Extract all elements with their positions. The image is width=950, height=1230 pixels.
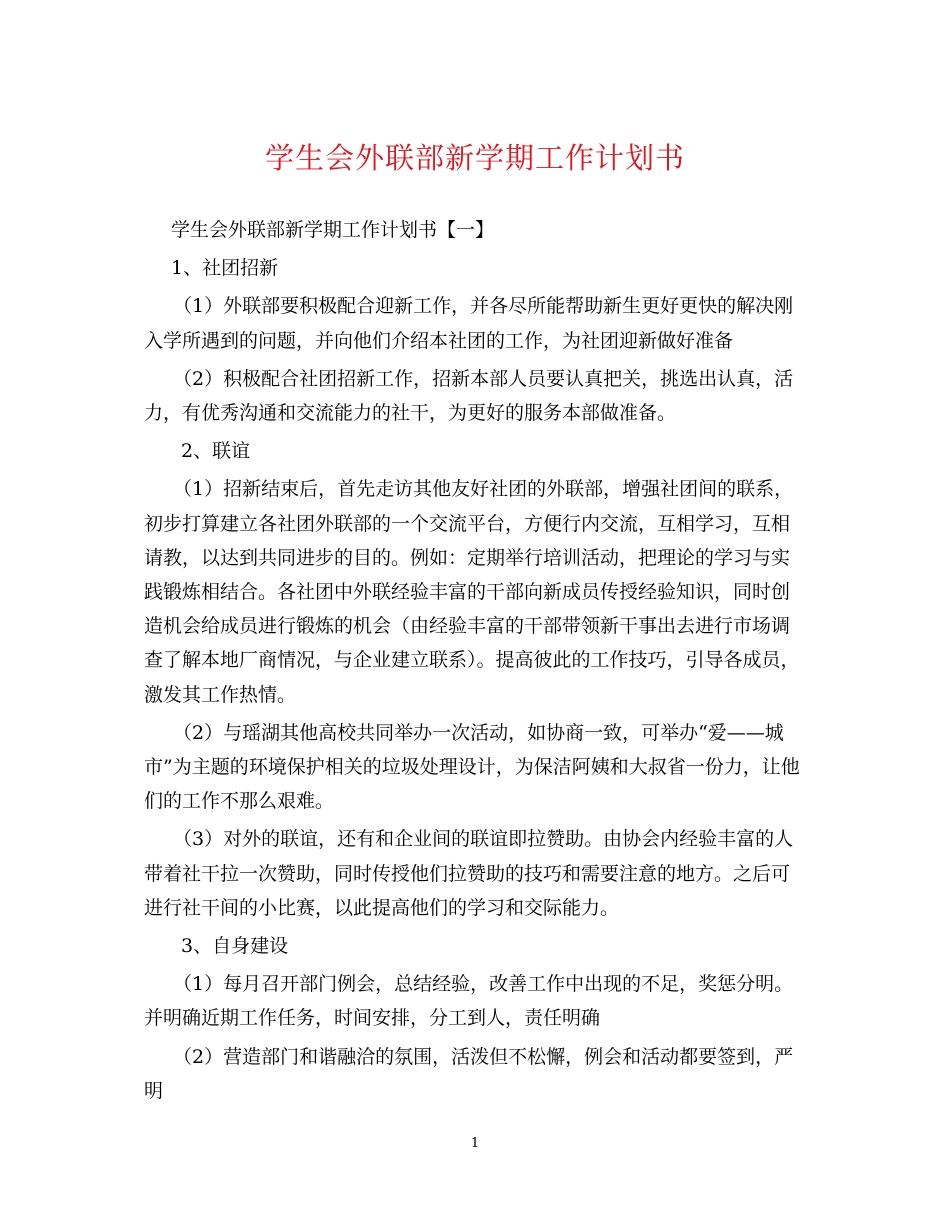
- paragraph: （2）与瑶湖其他高校共同举办一次活动，如协商一致，可举办“爱——城市”为主题的环境保护相关的垃圾处理设计，为保洁阿姨和大叔省一份力，让他们的工作不那么艰难。: [144, 721, 800, 813]
- page-number: 1: [470, 1136, 480, 1151]
- document-body: [144, 213, 808, 1108]
- paragraph: （3）对外的联谊，还有和企业间的联谊即拉赞助。由协会内经验丰富的人带着社干拉一次赞助，同时传授他们拉赞助的技巧和需要注意的地方。之后可进行社干间的小比赛，以此提高他们的学习和交际能力。: [144, 828, 794, 919]
- paragraph: （2）营造部门和谐融洽的氛围，活泼但不松懈，例会和活动都要签到，严明: [144, 1045, 794, 1102]
- document-title: 学生会外联部新学期工作计划书: [264, 141, 685, 175]
- section-heading: 学生会外联部新学期工作计划书【一】: [171, 219, 495, 241]
- section-heading: 3、自身建设: [181, 935, 289, 958]
- paragraph: （1）招新结束后，首先走访其他友好社团的外联部，增强社团间的联系，初步打算建立各社团外联部的一个交流平台，方便行内交流，互相学习，互相请教，以达到共同进步的目的。例如：定期举行培训活动，把理论的学习与实践锻炼相结合。各社团中外联经验丰富的干部向新成员传授经验知识，同时创造机会给成员进行锻炼的机会（由经验丰富的干部带领新干事出去进行市场调查了解本地厂商情况，与企业建立联系）。提高彼此的工作技巧，引导各成员，激发其工作热情。: [144, 478, 800, 706]
- paragraph: （1）外联部要积极配合迎新工作，并各尽所能帮助新生更好更快的解决刚入学所遇到的问题，并向他们介绍本社团的工作，为社团迎新做好准备: [144, 295, 794, 352]
- section-heading: 1、社团招新: [171, 257, 279, 280]
- section-heading: 2、联谊: [181, 440, 251, 463]
- paragraph: （1）每月召开部门例会，总结经验，改善工作中出现的不足，奖惩分明。并明确近期工作任务，时间安排，分工到人，责任明确: [144, 973, 794, 1030]
- paragraph: （2）积极配合社团招新工作，招新本部人员要认真把关，挑选出认真，活力，有优秀沟通和交流能力的社干，为更好的服务本部做准备。: [144, 367, 794, 425]
